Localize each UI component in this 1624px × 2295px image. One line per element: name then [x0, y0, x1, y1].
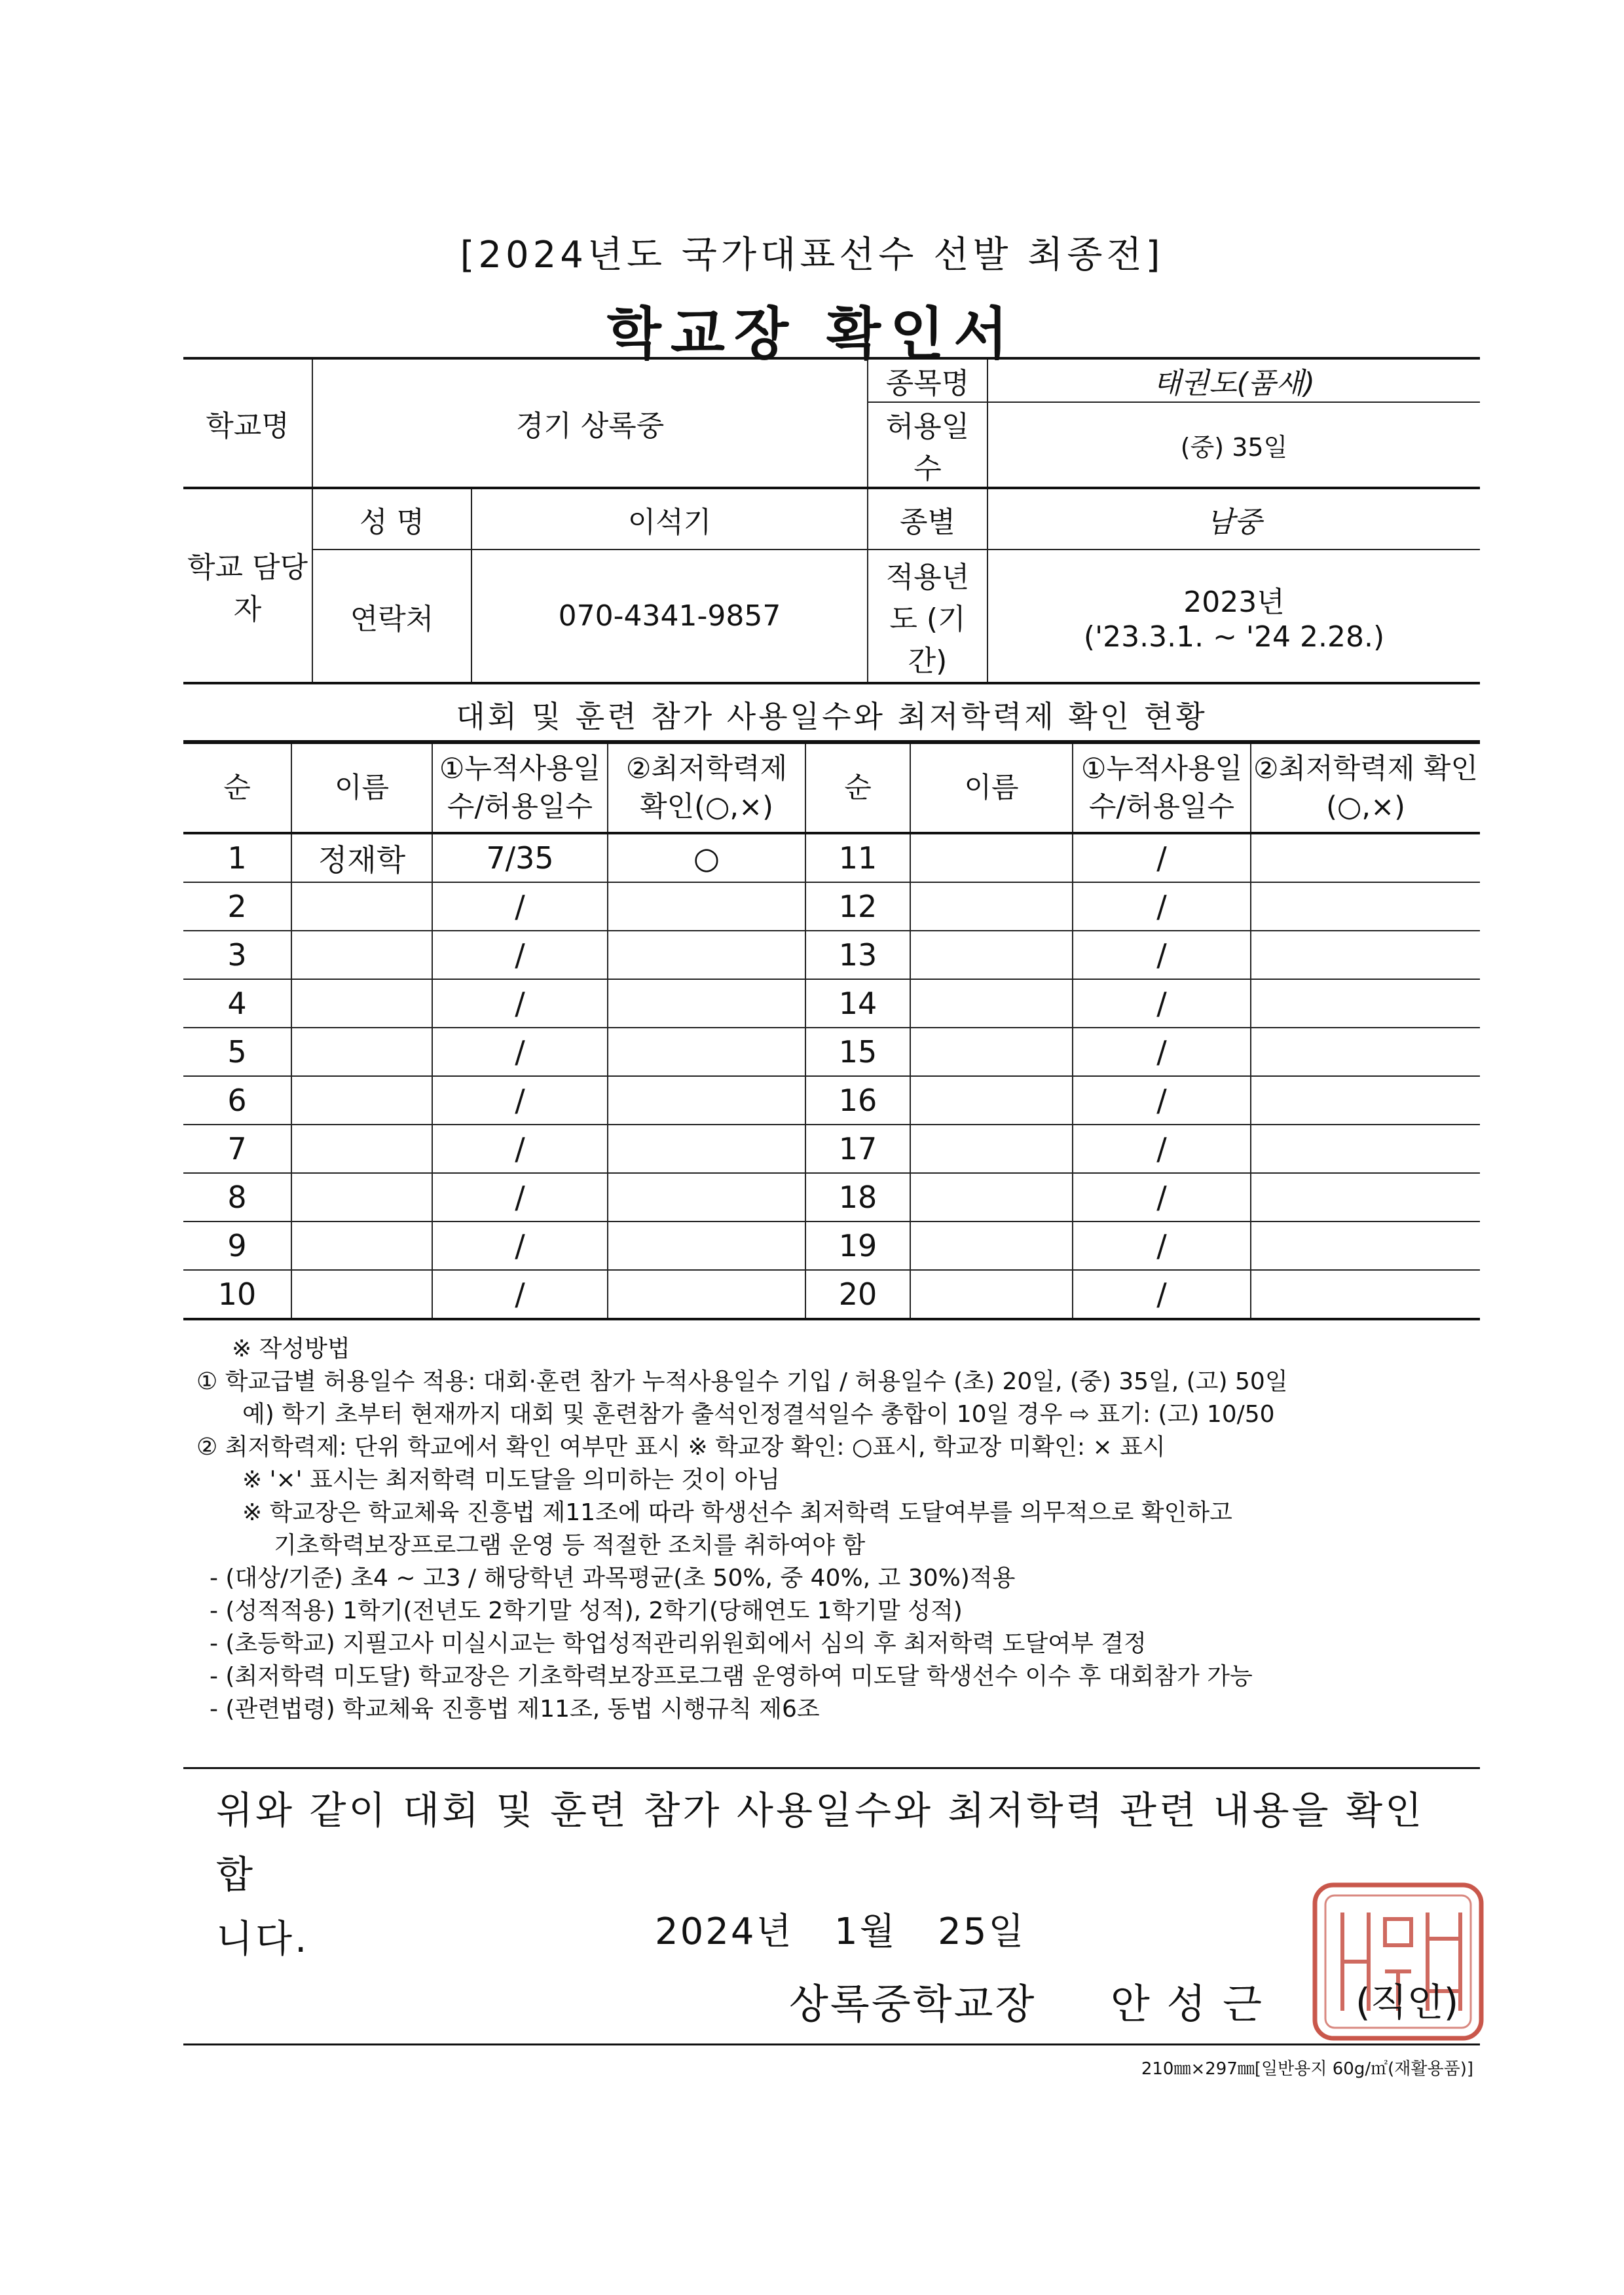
period-value: ('23.3.1. ~ '24 2.28.)	[1083, 620, 1385, 654]
row-name-2	[910, 833, 1073, 882]
row-check-2	[1251, 1076, 1480, 1125]
allowed-days-label: 허용일수	[868, 402, 987, 488]
row-name	[291, 1028, 432, 1076]
row-check-2	[1251, 833, 1480, 882]
row-no-2: 13	[805, 931, 910, 979]
row-check-2	[1251, 882, 1480, 931]
document-title: 학교장 확인서	[606, 301, 1018, 367]
contact-person-label: 학교 담당자	[183, 488, 312, 683]
school-value: 경기 상록중	[312, 358, 868, 488]
row-days-2: /	[1073, 1270, 1251, 1319]
row-name	[291, 1222, 432, 1270]
row-no-2: 17	[805, 1125, 910, 1173]
col-check: ②최저학력제 확인(○,×)	[608, 743, 805, 833]
phone-value: 070-4341-9857	[471, 550, 868, 683]
row-no-2: 14	[805, 979, 910, 1028]
col-no: 순	[183, 743, 291, 833]
row-check	[608, 979, 805, 1028]
row-no: 1	[183, 833, 291, 882]
row-name-2	[910, 931, 1073, 979]
row-no-2: 18	[805, 1173, 910, 1222]
row-days-2: /	[1073, 1028, 1251, 1076]
row-days-2: /	[1073, 833, 1251, 882]
row-name: 정재학	[291, 833, 432, 882]
row-check-2	[1251, 1222, 1480, 1270]
row-no: 5	[183, 1028, 291, 1076]
note-1: ① 학교급별 허용일수 적용: 대회·훈련 참가 누적사용일수 기입 / 허용일수 (초) 20일, (중) 35일, (고) 50일	[196, 1368, 1288, 1395]
col-name: 이름	[291, 743, 432, 833]
row-name-2	[910, 1270, 1073, 1319]
row-name	[291, 1173, 432, 1222]
confirmation-line-1: 위와 같이 대회 및 훈련 참가 사용일수와 최저학력 관련 내용을 확인합	[216, 1788, 1425, 1897]
row-name	[291, 979, 432, 1028]
col-name-2: 이름	[910, 743, 1073, 833]
row-name	[291, 882, 432, 931]
note-dash-1: - (대상/기준) 초4 ~ 고3 / 해당학년 과목평균(초 50%, 중 40%, 고 30%)적용	[210, 1565, 1016, 1592]
table-row	[183, 833, 1480, 882]
row-name-2	[910, 1125, 1073, 1173]
row-days-2: /	[1073, 1222, 1251, 1270]
note-1-example: 예) 학기 초부터 현재까지 대회 및 훈련참가 출석인정결석일수 총합이 10일 경우 ⇨ 표기: (고) 10/50	[242, 1401, 1275, 1428]
row-no: 3	[183, 931, 291, 979]
row-days: /	[432, 1270, 608, 1319]
row-no: 9	[183, 1222, 291, 1270]
row-days: /	[432, 1076, 608, 1125]
status-table-body	[183, 833, 1480, 1319]
row-name	[291, 1125, 432, 1173]
row-days: /	[432, 979, 608, 1028]
row-check-2	[1251, 1173, 1480, 1222]
row-check-2	[1251, 979, 1480, 1028]
row-check-2	[1251, 1125, 1480, 1173]
year-label: 적용년도 (기간)	[868, 550, 987, 683]
row-days: 7/35	[432, 833, 608, 882]
row-days: /	[432, 1028, 608, 1076]
table-row	[183, 882, 1480, 931]
row-no: 2	[183, 882, 291, 931]
table-row	[183, 1076, 1480, 1125]
note-2-b: ※ 학교장은 학교체육 진흥법 제11조에 따라 학생선수 최저학력 도달여부를 의무적으로 확인하고	[242, 1499, 1232, 1526]
paper-spec-note: 210㎜×297㎜[일반용지 60g/㎡(재활용품)]	[1141, 2059, 1473, 2079]
row-days: /	[432, 931, 608, 979]
row-no-2: 12	[805, 882, 910, 931]
col-check-2: ②최저학력제 확인(○,×)	[1251, 743, 1480, 833]
row-check-2	[1251, 1270, 1480, 1319]
note-dash-5: - (관련법령) 학교체육 진흥법 제11조, 동법 시행규칙 제6조	[210, 1696, 820, 1723]
row-check	[608, 931, 805, 979]
document-subtitle: [2024년도 국가대표선수 선발 최종전]	[460, 234, 1164, 276]
row-no: 4	[183, 979, 291, 1028]
table-row	[183, 1222, 1480, 1270]
row-days-2: /	[1073, 979, 1251, 1028]
row-no-2: 15	[805, 1028, 910, 1076]
row-check: ○	[608, 833, 805, 882]
row-check	[608, 1125, 805, 1173]
table-row	[183, 1125, 1480, 1173]
table-row	[183, 1028, 1480, 1076]
notes-heading: ※ 작성방법	[232, 1335, 350, 1362]
row-check	[608, 882, 805, 931]
row-days-2: /	[1073, 1125, 1251, 1173]
table-row	[183, 1173, 1480, 1222]
divider-bottom	[183, 2043, 1480, 2045]
row-no-2: 16	[805, 1076, 910, 1125]
row-check	[608, 1173, 805, 1222]
row-check	[608, 1222, 805, 1270]
row-name-2	[910, 1222, 1073, 1270]
confirmation-line-2: 니다.	[216, 1916, 310, 1961]
divider-top	[183, 1767, 1480, 1769]
row-check-2	[1251, 931, 1480, 979]
name-value: 이석기	[471, 488, 868, 550]
note-dash-4: - (최저학력 미도달) 학교장은 기초학력보장프로그램 운영하여 미도달 학생선수 이수 후 대회참가 가능	[210, 1663, 1253, 1690]
row-days-2: /	[1073, 1173, 1251, 1222]
row-days-2: /	[1073, 882, 1251, 931]
row-no: 8	[183, 1173, 291, 1222]
principal-name: 상록중학교장 안 성 근	[789, 1980, 1264, 2028]
row-check	[608, 1028, 805, 1076]
row-name	[291, 931, 432, 979]
row-name-2	[910, 882, 1073, 931]
row-no-2: 19	[805, 1222, 910, 1270]
phone-label: 연락처	[312, 550, 471, 683]
row-no: 7	[183, 1125, 291, 1173]
row-name-2	[910, 1076, 1073, 1125]
status-table	[183, 741, 1480, 1320]
category-label: 종별	[868, 488, 987, 550]
row-days: /	[432, 1222, 608, 1270]
row-no: 6	[183, 1076, 291, 1125]
notes-section	[196, 1333, 1480, 1726]
row-name-2	[910, 979, 1073, 1028]
year-value: 2023년	[1183, 586, 1285, 619]
row-no-2: 11	[805, 833, 910, 882]
allowed-days-value: (중) 35일	[987, 402, 1480, 488]
note-2-b-cont: 기초학력보장프로그램 운영 등 적절한 조치를 취하여야 함	[274, 1532, 866, 1559]
school-label: 학교명	[183, 358, 312, 488]
row-name	[291, 1270, 432, 1319]
row-name	[291, 1076, 432, 1125]
row-days: /	[432, 882, 608, 931]
row-name-2	[910, 1173, 1073, 1222]
row-name-2	[910, 1028, 1073, 1076]
row-check	[608, 1076, 805, 1125]
row-check-2	[1251, 1028, 1480, 1076]
note-2: ② 최저학력제: 단위 학교에서 확인 여부만 표시 ※ 학교장 확인: ○표시, 학교장 미확인: × 표시	[196, 1434, 1166, 1461]
table-row	[183, 979, 1480, 1028]
year-cell	[987, 550, 1480, 683]
row-no-2: 20	[805, 1270, 910, 1319]
confirmation-date: 2024년 1월 25일	[655, 1911, 1026, 1953]
row-days-2: /	[1073, 1076, 1251, 1125]
col-days: ①누적사용일수/허용일수	[432, 743, 608, 833]
col-no-2: 순	[805, 743, 910, 833]
name-label: 성 명	[312, 488, 471, 550]
row-days: /	[432, 1125, 608, 1173]
info-table	[183, 357, 1480, 684]
sport-label: 종목명	[868, 358, 987, 402]
note-dash-2: - (성적적용) 1학기(전년도 2학기말 성적), 2학기(당해연도 1학기말 성적)	[210, 1597, 963, 1624]
category-value: 남중	[987, 488, 1480, 550]
table-row	[183, 1270, 1480, 1319]
row-days-2: /	[1073, 931, 1251, 979]
row-days: /	[432, 1173, 608, 1222]
row-no: 10	[183, 1270, 291, 1319]
col-days-2: ①누적사용일수/허용일수	[1073, 743, 1251, 833]
table-row	[183, 931, 1480, 979]
section-title: 대회 및 훈련 참가 사용일수와 최저학력제 확인 현황	[183, 693, 1480, 742]
note-2-a: ※ '×' 표시는 최저학력 미도달을 의미하는 것이 아님	[242, 1466, 780, 1493]
seal-label: (직인)	[1356, 1980, 1459, 2024]
sport-value: 태권도(품새)	[987, 358, 1480, 402]
row-check	[608, 1270, 805, 1319]
note-dash-3: - (초등학교) 지필고사 미실시교는 학업성적관리위원회에서 심의 후 최저학력 도달여부 결정	[210, 1630, 1147, 1657]
